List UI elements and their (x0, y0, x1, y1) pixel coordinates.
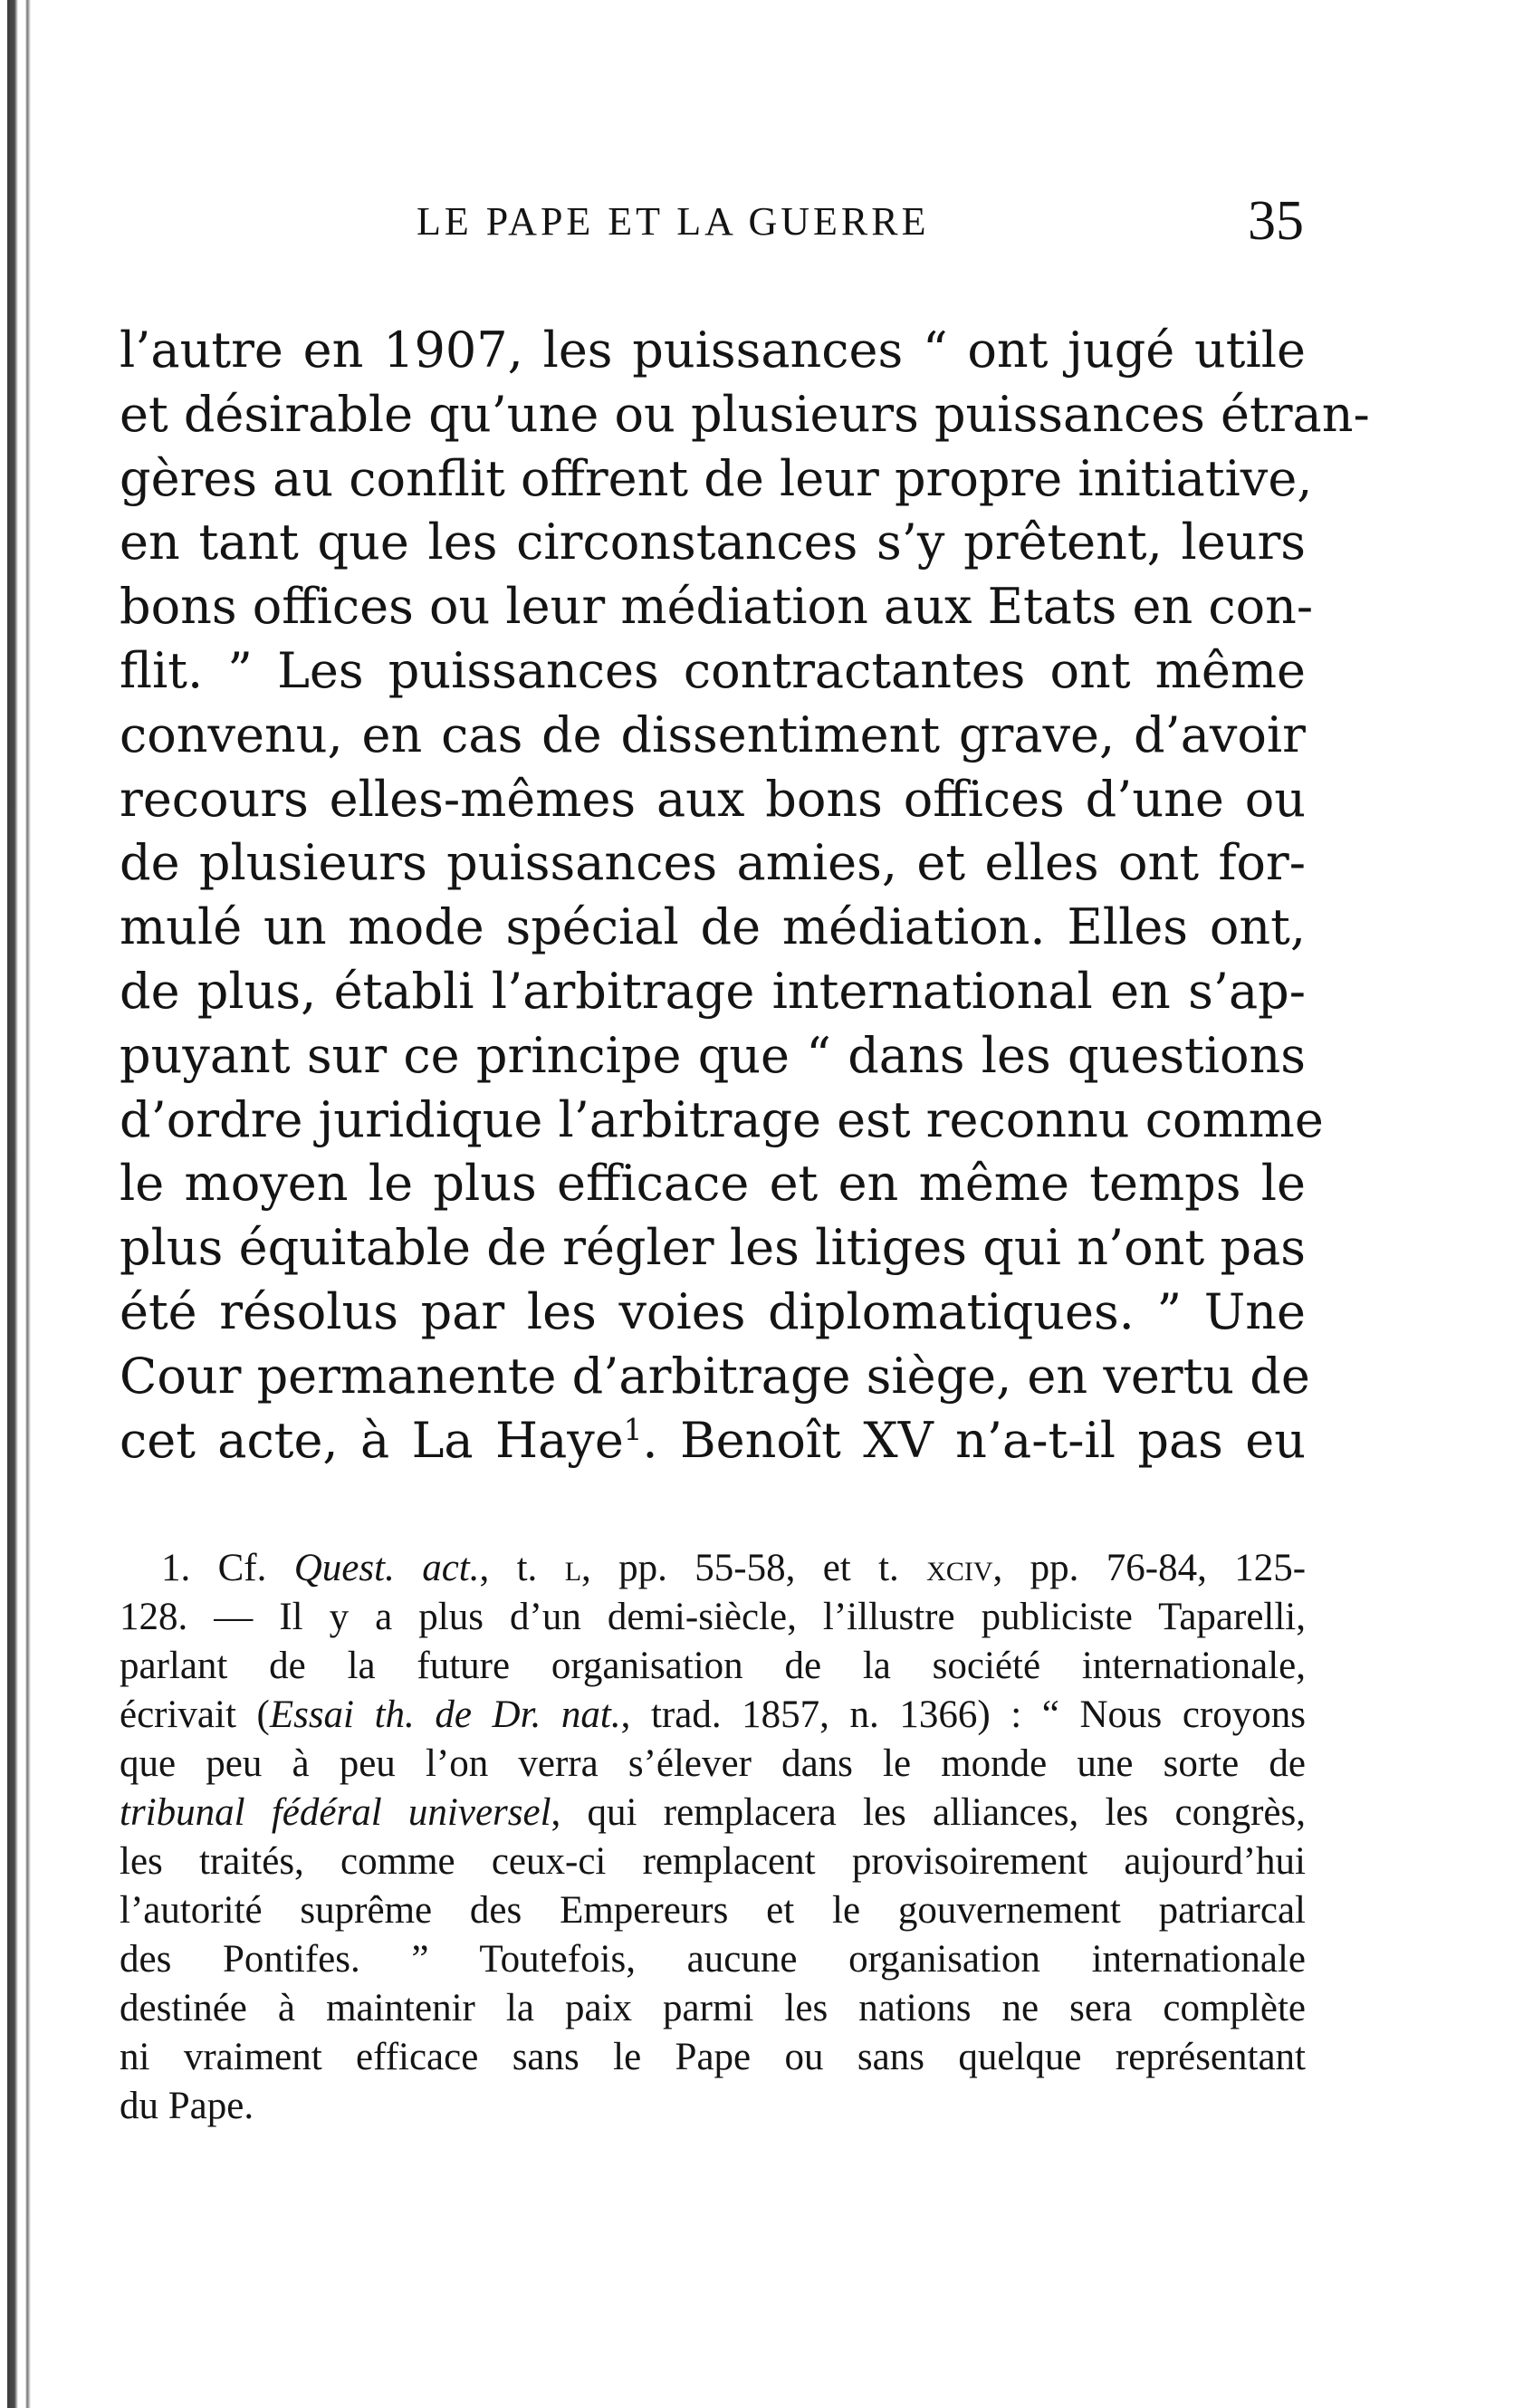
body-line: Cour permanente d’arbitrage siège, en vertu de (120, 1347, 1310, 1405)
footnote-line: ni vraiment efficace sans le Pape ou sans quelque représentant (120, 2036, 1306, 2078)
footnote-line: 128. — Il y a plus d’un demi-siècle, l’illustre publiciste Taparelli, (120, 1596, 1306, 1638)
footnote-line: des Pontifes. ” Toutefois, aucune organisation internationale (120, 1938, 1306, 1981)
body-line: mulé un mode spécial de médiation. Elles ont, (120, 898, 1306, 956)
cited-work: Essai th. de Dr. nat. (269, 1693, 621, 1736)
body-line-last (120, 1409, 1306, 1473)
footnote-source: Quest. act. (293, 1547, 480, 1589)
body-line: flit. ” Les puissances contractantes ont même (120, 641, 1306, 699)
footnote-line: 1. Cf. Quest. act., t. l, pp. 55-58, et t. xciv, pp. 76-84, 125- (161, 1547, 1307, 1589)
footnote-line: les traités, comme ceux-ci remplacent provisoirement aujourd’hui (120, 1840, 1306, 1883)
body-line: convenu, en cas de dissentiment grave, d’avoir (120, 705, 1306, 763)
footnote-line: destinée à maintenir la paix parmi les nations ne sera complète (120, 1987, 1306, 2029)
body-line: le moyen le plus efficace et en même temps le (120, 1155, 1306, 1213)
body-line: recours elles-mêmes aux bons offices d’une ou (120, 770, 1306, 828)
footnote-line: parlant de la future organisation de la société internationale, (120, 1645, 1306, 1687)
body-line: de plusieurs puissances amies, et elles ont for- (120, 834, 1306, 892)
body-line: plus équitable de régler les litiges qui n’ont pas (120, 1219, 1306, 1277)
footnote-marker: 1. Cf. (161, 1547, 267, 1589)
page-number: 35 (1248, 190, 1304, 252)
body-line: gères au conflit offrent de leur propre initiative, (120, 449, 1313, 507)
footnote-line: tribunal fédéral universel, qui remplacera les alliances, les congrès, (120, 1791, 1306, 1834)
footnote-line: du Pape. (120, 2085, 254, 2127)
volume-number: xciv (926, 1547, 993, 1589)
body-line-last-tail: . Benoît XV n’a-t-il pas eu (642, 1411, 1306, 1469)
emphasized-phrase: tribunal fédéral universel (120, 1791, 551, 1834)
body-line: puyant sur ce principe que “ dans les questions (120, 1026, 1306, 1084)
body-line: d’ordre juridique l’arbitrage est reconnu comme (120, 1090, 1324, 1148)
body-line-last-text: cet acte, à La Haye (120, 1411, 624, 1469)
footnote-reference: 1 (623, 1412, 643, 1447)
body-line: l’autre en 1907, les puissances “ ont jugé utile (120, 321, 1306, 379)
scan-binding-edge (0, 0, 36, 2408)
footnote-line: l’autorité suprême des Empereurs et le gouvernement patriarcal (120, 1889, 1306, 1932)
body-line: et désirable qu’une ou plusieurs puissances étran- (120, 385, 1370, 443)
volume-number: l (564, 1547, 582, 1589)
page-header (417, 190, 1304, 258)
footnote-line: écrivait (Essai th. de Dr. nat., trad. 1857, n. 1366) : “ Nous croyons (120, 1693, 1306, 1736)
footnote (120, 1544, 1306, 2131)
body-line: été résolus par les voies diplomatiques. ” Une (120, 1282, 1306, 1340)
body-line: en tant que les circonstances s’y prêtent, leurs (120, 513, 1306, 571)
body-text (120, 319, 1370, 1487)
running-title: LE PAPE ET LA GUERRE (417, 199, 930, 244)
body-line: bons offices ou leur médiation aux Etats en con- (120, 578, 1314, 636)
footnote-line: que peu à peu l’on verra s’élever dans le monde une sorte de (120, 1742, 1306, 1785)
body-line: de plus, établi l’arbitrage international en s’ap- (120, 962, 1306, 1020)
